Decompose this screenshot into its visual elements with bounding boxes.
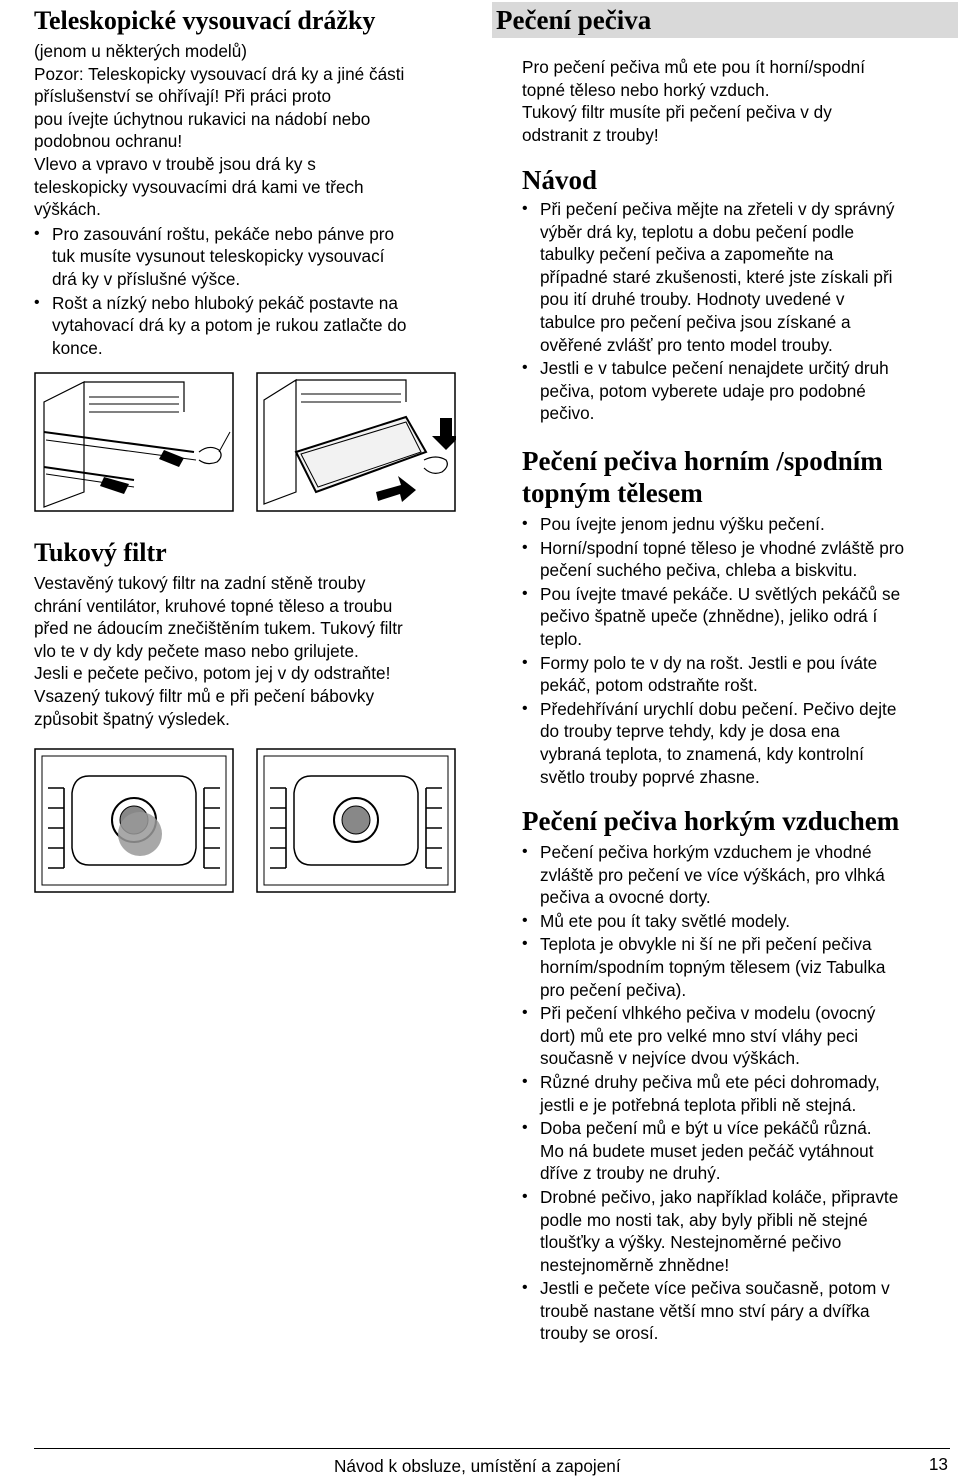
text-line: do trouby teprve tehdy, kdy je dosa ena: [540, 721, 840, 742]
section-paragraph: [492, 56, 958, 146]
text-line: • Pou ívejte jenom jednu výšku pečení.: [540, 514, 825, 534]
bullet-item: [522, 583, 958, 651]
section-hot-air: [522, 805, 958, 1346]
text-line: • Různé druhy pečiva mů ete péci dohromady,: [540, 1071, 880, 1092]
figure-tray-push-in: [256, 372, 456, 512]
text-line: Vestavěný tukový filtr na zadní stěně trouby: [34, 573, 366, 593]
bullet-item: [522, 1117, 958, 1185]
text-line: Tukový filtr musíte při pečení pečiva v dy: [522, 102, 832, 123]
text-line: horním/spodním topným tělesem (viz Tabulka: [540, 956, 886, 977]
text-line: světlo trouby poprvé zhasne.: [540, 766, 760, 787]
text-line: jestli e je potřebná teplota přibli ně stejná.: [540, 1094, 857, 1115]
text-line: • Při pečení vlhkého pečiva v modelu (ovocný: [540, 1003, 876, 1024]
bullet-item: [522, 513, 958, 536]
paragraph: [34, 40, 464, 221]
bullet-item: [522, 537, 958, 582]
bullet-list: [34, 223, 464, 360]
text-line: pro pečení pečiva).: [540, 979, 687, 1000]
text-line: pečiva, potom vyberete udaje pro podobné: [540, 380, 866, 401]
section-title: Tukový filtr: [34, 538, 167, 567]
section-paragraph: [34, 40, 464, 221]
section-telescopic-runners: [34, 6, 464, 360]
section-title: Návod: [522, 165, 598, 195]
section-title: [522, 445, 958, 509]
text-line: • Teplota je obvykle ni ší ne při pečení pečiva: [540, 934, 872, 955]
bullet-item: [522, 933, 958, 1001]
bullet-item: [522, 841, 958, 909]
text-line: Mo ná budete muset jeden pečáč vytáhnout: [540, 1140, 874, 1161]
text-line: pou ití druhé trouby. Hodnoty uvedené v: [540, 289, 845, 310]
text-line: • Horní/spodní topné těleso je vhodné zvláště pro: [540, 537, 905, 558]
footer-rule: [34, 1448, 950, 1449]
section-paragraph: [34, 572, 464, 730]
text-line: tuk musíte vysunout teleskopicky vysouvací: [52, 246, 385, 267]
figure-oven-without-filter: [256, 748, 456, 893]
bullet-list: [522, 513, 958, 788]
bullet-item: [522, 1002, 958, 1070]
text-line: • Doba pečení mů e být u více pekáčů různá.: [540, 1118, 872, 1139]
section-top-bottom-heating: [522, 445, 958, 789]
text-line: • Předehřívání urychlí dobu pečení. Pečivo dejte: [540, 698, 897, 719]
bullet-list: [522, 198, 958, 425]
figure-oven-with-filter: [34, 748, 234, 893]
bullet-item: [522, 698, 958, 788]
text-line: • Rošt a nízký nebo hluboký pekáč postavte na: [52, 292, 398, 313]
section-grease-filter: [34, 538, 464, 730]
text-line: před ne ádoucím znečištěním tukem. Tukový filtr: [34, 618, 403, 639]
bullet-item: [522, 1186, 958, 1276]
text-line: Pozor: Teleskopicky vysouvací drá ky a jiné části: [34, 63, 405, 84]
text-line: troubě nastane větší mno ství páry a dvířka: [540, 1300, 870, 1321]
text-line: odstranit z trouby!: [522, 124, 659, 145]
text-line: současně v nejvíce dvou výškách.: [540, 1048, 800, 1069]
text-line: pečivo špatně upeče (zhnědne), jeliko odrá í: [540, 606, 878, 627]
bullet-item: [522, 1071, 958, 1116]
text-line: způsobit špatný výsledek.: [34, 708, 230, 729]
title-line: Pečení pečiva horním /spodním: [522, 446, 883, 476]
text-line: Vsazený tukový filtr mů e při pečení bábovky: [34, 685, 375, 706]
bullet-list: [522, 841, 958, 1345]
text-line: případné staré zkušenosti, které jste získali při: [540, 266, 893, 287]
bullet-item: [34, 292, 464, 360]
text-line: pou ívejte úchytnou rukavici na nádobí nebo: [34, 108, 371, 129]
text-line: (jenom u některých modelů): [34, 41, 248, 61]
page-footer: [0, 1444, 960, 1478]
text-line: dort) mů ete pro velké mno ství vláhy peci: [540, 1025, 859, 1046]
paragraph: [34, 572, 464, 730]
bullet-item: [522, 1277, 958, 1345]
text-line: výběr drá ky, teplotu a dobu pečení podle: [540, 221, 855, 242]
footer-title: Návod k obsluze, umístění a zapojení: [334, 1456, 621, 1476]
text-line: příslušenství se ohřívají! Při práci proto: [34, 86, 332, 107]
text-line: tloušťky a výšky. Nestejnoměrné pečivo: [540, 1232, 842, 1253]
page-number: 13: [928, 1454, 948, 1474]
text-line: Vlevo a vpravo v troubě jsou drá ky s: [34, 153, 316, 174]
text-line: podle mo nosti tak, aby byly přibli ně stejné: [540, 1209, 868, 1230]
text-line: pečiva a ovocné dorty.: [540, 887, 711, 908]
text-line: topné těleso nebo horký vzduch.: [522, 79, 770, 100]
text-line: chrání ventilátor, kruhové topné těleso a troubu: [34, 595, 393, 616]
bullet-item: [522, 198, 958, 356]
section-baking: [492, 2, 958, 146]
text-line: vybraná teplota, to znamená, kdy kontrolní: [540, 743, 864, 764]
section-title: Teleskopické vysouvací drážky: [34, 6, 376, 35]
text-line: ověřené zvlášť pro tento model trouby.: [540, 334, 833, 355]
text-line: podobnou ochranu!: [34, 131, 183, 152]
text-line: tabulky pečení pečiva a zapomeňte na: [540, 244, 834, 265]
text-line: • Při pečení pečiva mějte na zřeteli v dy správný: [540, 199, 895, 219]
text-line: trouby se orosí.: [540, 1323, 659, 1344]
text-line: pekáč, potom odstraňte rošt.: [540, 675, 758, 696]
section-title: Pečení pečiva horkým vzduchem: [522, 806, 900, 836]
title-line: topným tělesem: [522, 478, 703, 508]
bullet-item: [522, 910, 958, 933]
text-line: zvláště pro pečení ve více výškách, pro vlhká: [540, 864, 885, 885]
text-line: pečení suchého pečiva, chleba a biskvitu.: [540, 560, 858, 581]
text-line: vytahovací drá ky a potom je rukou zatlačte do: [52, 315, 407, 336]
text-line: vlo te v dy kdy pečete maso nebo grilujete.: [34, 640, 359, 661]
text-line: drá ky v příslušné výšce.: [52, 268, 241, 289]
text-line: konce.: [52, 337, 103, 358]
text-line: • Pro zasouvání roštu, pekáče nebo pánve pro: [52, 223, 395, 244]
text-line: nestejnoměrně zhnědne!: [540, 1254, 730, 1275]
figure-rack-pull-out: [34, 372, 234, 512]
bullet-item: [34, 223, 464, 291]
text-line: Jesli e pečete pečivo, potom jej v dy odstraňte!: [34, 663, 391, 684]
text-line: výškách.: [34, 199, 101, 220]
text-line: tabulce pro pečení pečiva jsou získané a: [540, 311, 851, 332]
paragraph: [522, 56, 958, 146]
section-title: Pečení pečiva: [492, 2, 958, 38]
text-line: • Jestli e v tabulce pečení nenajdete určitý druh: [540, 358, 889, 379]
text-line: teplo.: [540, 628, 583, 649]
text-line: dříve z trouby ne druhý.: [540, 1163, 721, 1184]
text-line: • Drobné pečivo, jako například koláče, připravte: [540, 1186, 899, 1207]
bullet-item: [522, 652, 958, 697]
text-line: • Mů ete pou ít taky světlé modely.: [540, 910, 790, 931]
section-guide: [522, 164, 958, 426]
text-line: Pro pečení pečiva mů ete pou ít horní/spodní: [522, 57, 866, 77]
bullet-item: [522, 357, 958, 425]
text-line: • Formy polo te v dy na rošt. Jestli e pou íváte: [540, 652, 878, 673]
text-line: • Jestli e pečete více pečiva současně, potom v: [540, 1278, 890, 1299]
text-line: pečivo.: [540, 403, 595, 424]
text-line: • Pečení pečiva horkým vzduchem je vhodné: [540, 842, 872, 862]
text-line: teleskopicky vysouvacími drá kami ve třech: [34, 176, 364, 197]
text-line: • Pou ívejte tmavé pekáče. U světlých pekáčů se: [540, 583, 901, 604]
